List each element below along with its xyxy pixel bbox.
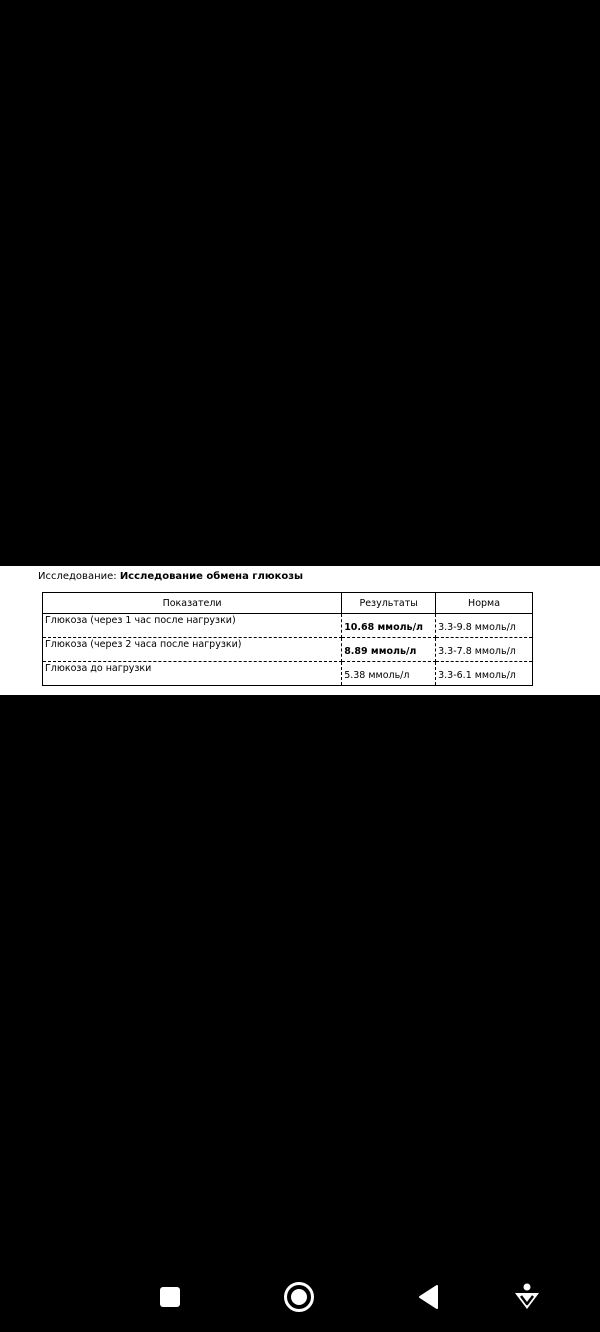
study-title-value: Исследование обмена глюкозы [119, 571, 304, 582]
row-indicator-name: Глюкоза (через 1 час после нагрузки) [43, 614, 342, 638]
system-navigation-bar [0, 1270, 600, 1324]
row-result-value: 8.89 ммоль/л [342, 638, 436, 662]
table-row [43, 614, 533, 638]
table-row [43, 662, 533, 686]
square-recents-icon [158, 1285, 182, 1309]
row-indicator-name: Глюкоза (через 2 часа после нагрузки) [43, 638, 342, 662]
table-row [43, 638, 533, 662]
row-result-value: 5.38 ммоль/л [342, 662, 436, 686]
header-indicators: Показатели [43, 593, 342, 614]
recents-button[interactable] [154, 1281, 186, 1313]
row-norm-range: 3.3-6.1 ммоль/л [436, 662, 533, 686]
document-image [0, 566, 600, 695]
row-norm-range: 3.3-9.8 ммоль/л [436, 614, 533, 638]
row-indicator-name: Глюкоза до нагрузки [43, 662, 342, 686]
study-title-prefix: Исследование: [38, 571, 120, 582]
back-button[interactable] [413, 1281, 445, 1313]
study-title [38, 571, 303, 582]
header-results: Результаты [342, 593, 436, 614]
accessibility-button[interactable] [511, 1281, 543, 1313]
accessibility-person-icon [512, 1282, 542, 1312]
header-norm: Норма [436, 593, 533, 614]
home-button[interactable] [283, 1281, 315, 1313]
triangle-back-icon [416, 1284, 442, 1310]
results-table [42, 592, 533, 686]
row-norm-range: 3.3-7.8 ммоль/л [436, 638, 533, 662]
circle-home-icon [283, 1281, 315, 1313]
row-result-value: 10.68 ммоль/л [342, 614, 436, 638]
table-header-row [43, 593, 533, 614]
